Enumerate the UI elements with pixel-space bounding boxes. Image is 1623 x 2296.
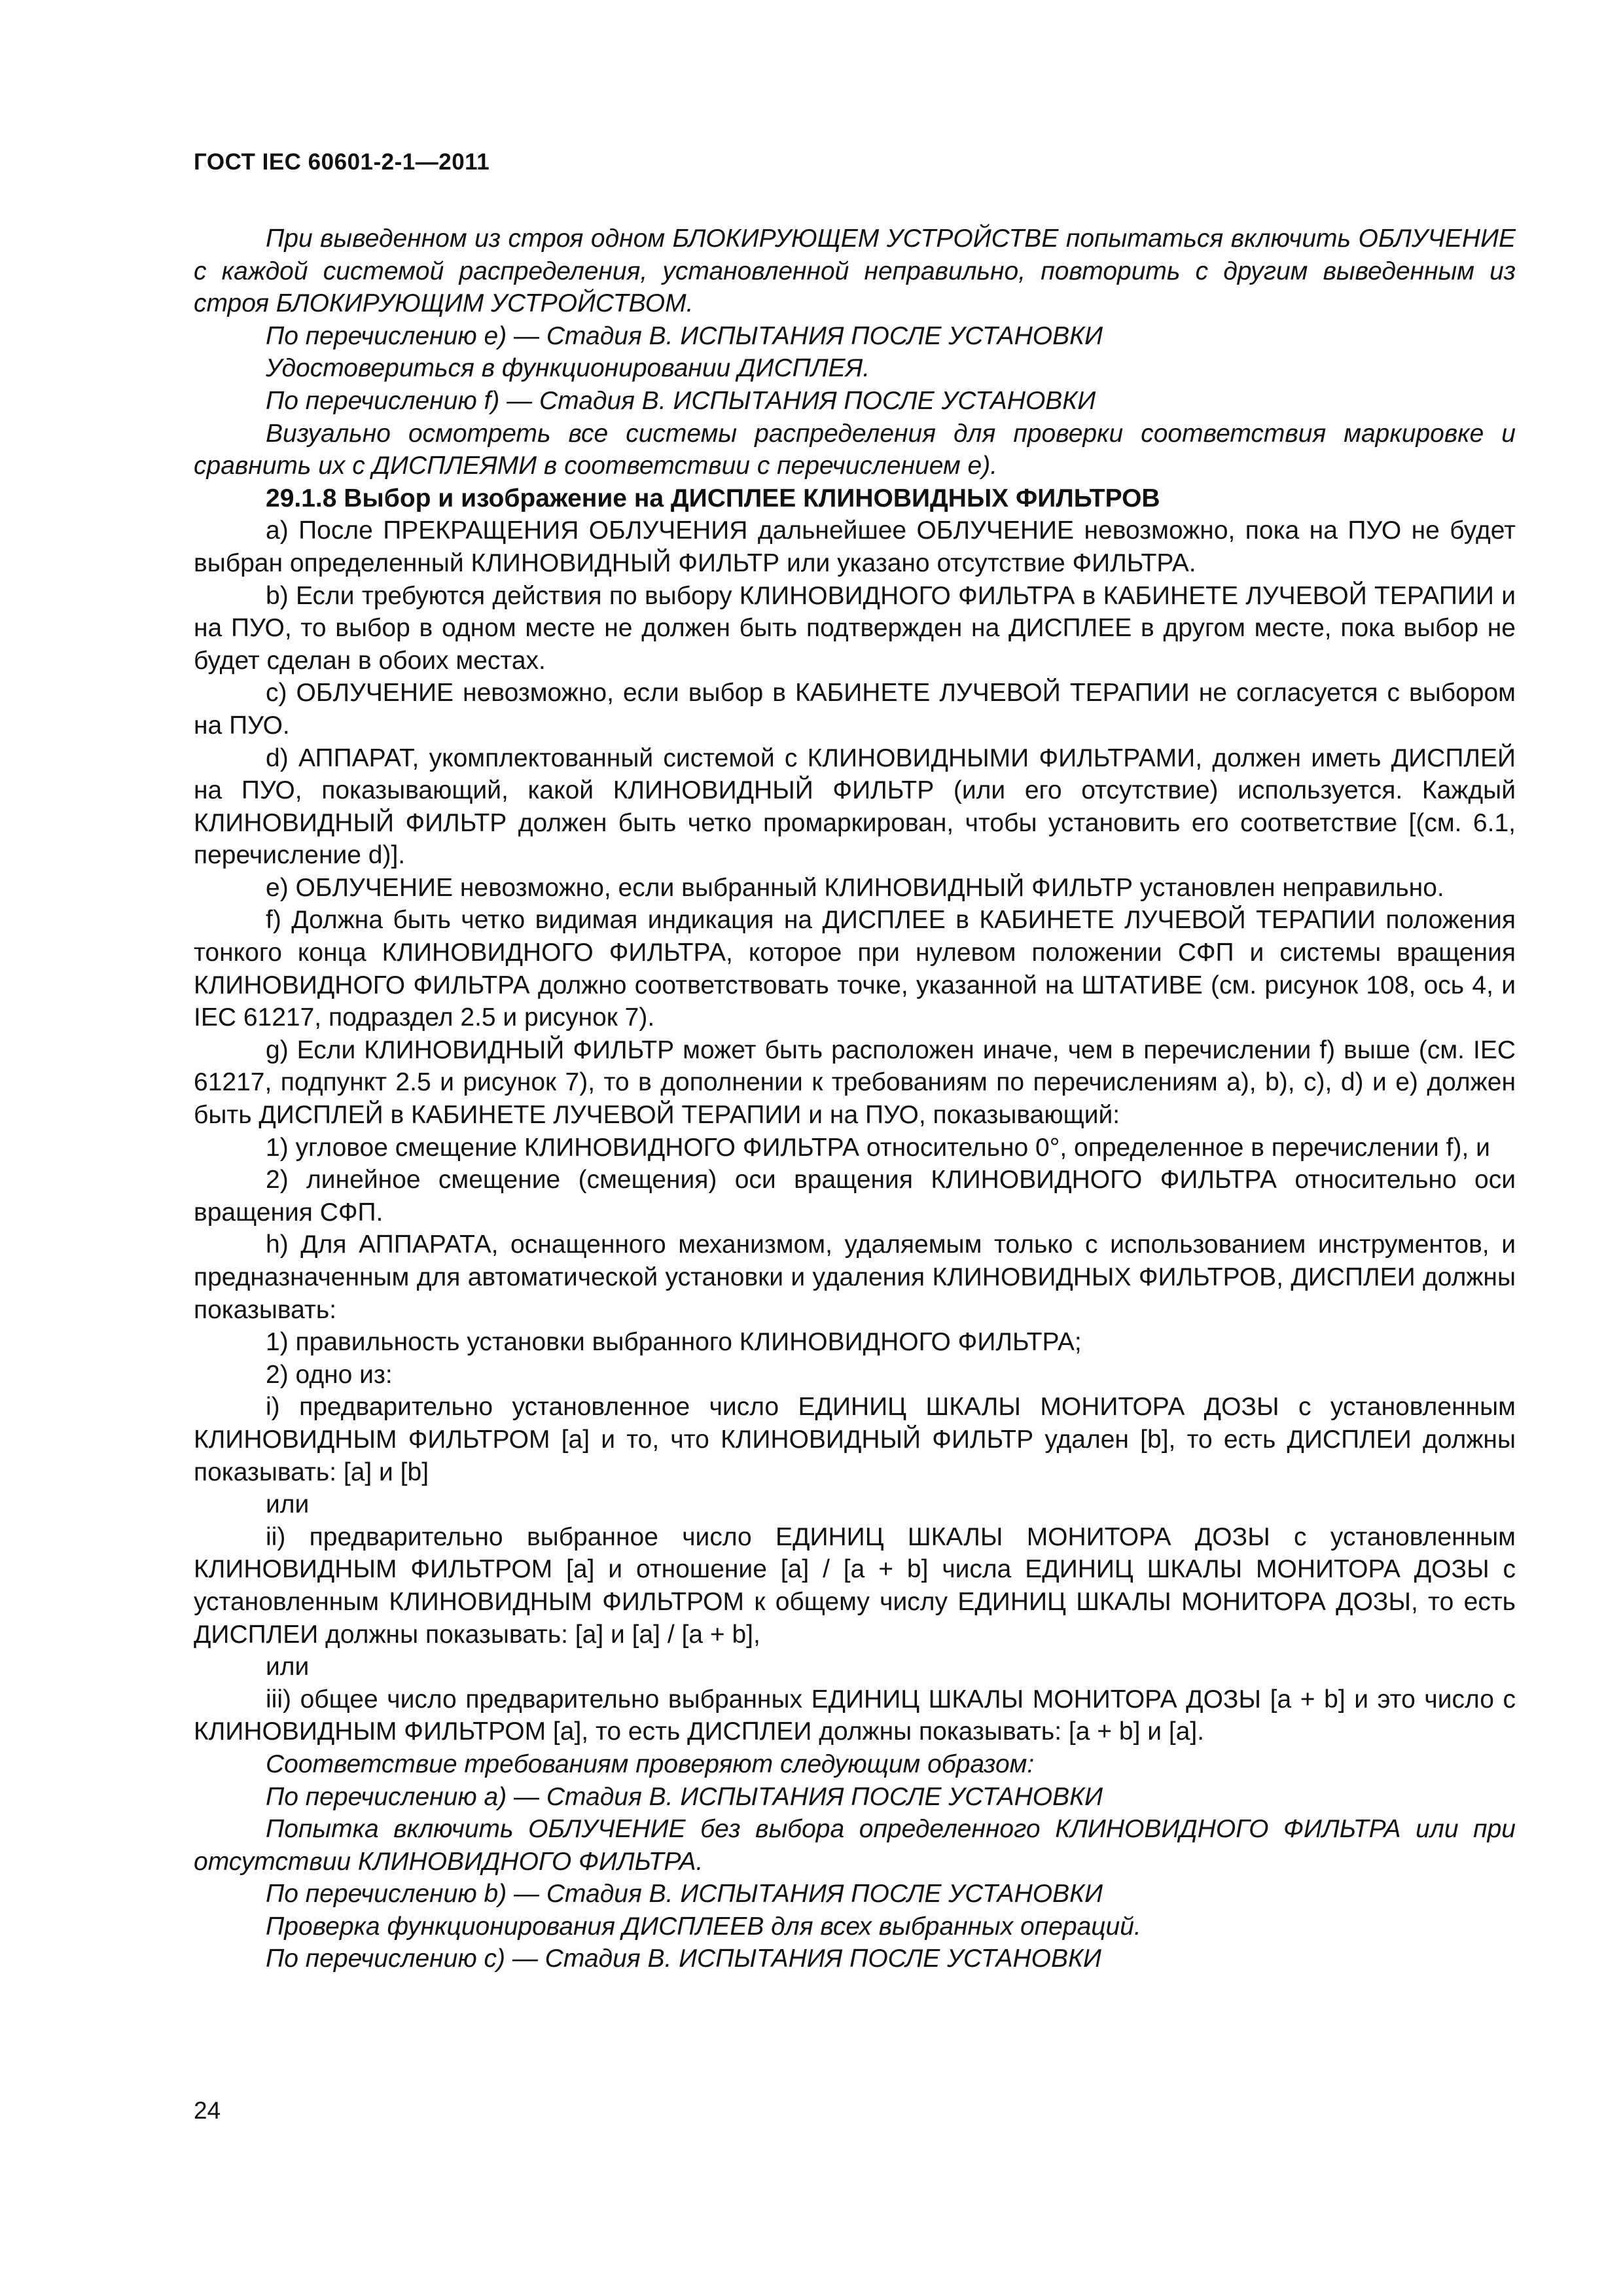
paragraph: По перечислению с) — Стадия В. ИСПЫТАНИЯ ПОСЛЕ УСТАНОВКИ [266, 1945, 1101, 1973]
paragraph: с) ОБЛУЧЕНИЕ невозможно, если выбор в КАБИНЕТЕ ЛУЧЕВОЙ ТЕРАПИИ не согласуется с выбором на ПУО. [194, 679, 1516, 740]
paragraph: 1) угловое смещение КЛИНОВИДНОГО ФИЛЬТРА относительно 0°, определенное в перечислении f), и [266, 1133, 1490, 1162]
paragraph: По перечислению а) — Стадия В. ИСПЫТАНИЯ ПОСЛЕ УСТАНОВКИ [266, 1782, 1103, 1811]
paragraph: По перечислению f) — Стадия В. ИСПЫТАНИЯ ПОСЛЕ УСТАНОВКИ [266, 386, 1096, 415]
paragraph: По перечислению b) — Стадия В. ИСПЫТАНИЯ ПОСЛЕ УСТАНОВКИ [266, 1880, 1103, 1909]
paragraph: h) Для АППАРАТА, оснащенного механизмом, удаляемым только с использованием инструментов, и предназначенным для автоматической установки и удаления КЛИНОВИДНЫХ ФИЛЬТРОВ, ДИСПЛЕИ должны показывать: [194, 1230, 1516, 1324]
section-heading: 29.1.8 Выбор и изображение на ДИСПЛЕЕ КЛИНОВИДНЫХ ФИЛЬТРОВ [266, 484, 1160, 512]
paragraph: 2) одно из: [266, 1360, 393, 1389]
paragraph: g) Если КЛИНОВИДНЫЙ ФИЛЬТР может быть расположен иначе, чем в перечислении f) выше (см. IEC 61217, подпункт 2.5 и рисунок 7), то в дополнении к требованиям по перечислениям а), b), с), d) и е) должен быть ДИСПЛЕЙ в КАБИНЕТЕ ЛУЧЕВОЙ ТЕРАПИИ и на ПУО, показывающий: [194, 1035, 1516, 1130]
paragraph: Соответствие требованиям проверяют следующим образом: [266, 1749, 1035, 1778]
paragraph: или [266, 1490, 310, 1519]
paragraph: d) АППАРАТ, укомплектованный системой с КЛИНОВИДНЫМИ ФИЛЬТРАМИ, должен иметь ДИСПЛЕЙ на ПУО, показывающий, какой КЛИНОВИДНЫЙ ФИЛЬТР (или его отсутствие) используется. Каждый КЛИНОВИДНЫЙ ФИЛЬТР должен быть четко промаркирован, чтобы установить его соответствие [(см. 6.1, перечисление d)]. [194, 744, 1516, 870]
paragraph: 1) правильность установки выбранного КЛИНОВИДНОГО ФИЛЬТРА; [266, 1328, 1082, 1357]
paragraph: b) Если требуются действия по выбору КЛИНОВИДНОГО ФИЛЬТРА в КАБИНЕТЕ ЛУЧЕВОЙ ТЕРАПИИ и на ПУО, то выбор в одном месте не должен быть подтвержден на ДИСПЛЕЕ в другом месте, пока выбор не будет сделан в обоих местах. [194, 581, 1516, 675]
paragraph: Визуально осмотреть все системы распределения для проверки соответствия маркировке и сравнить их с ДИСПЛЕЯМИ в соответствии с перечислением е). [194, 419, 1516, 480]
document-body [194, 223, 1516, 1975]
paragraph: При выведенном из строя одном БЛОКИРУЮЩЕМ УСТРОЙСТВЕ попытаться включить ОБЛУЧЕНИЕ с каждой системой распределения, установленной неправильно, повторить с другим выведенным из строя БЛОКИРУЮЩИМ УСТРОЙСТВОМ. [194, 224, 1516, 318]
paragraph: е) ОБЛУЧЕНИЕ невозможно, если выбранный КЛИНОВИДНЫЙ ФИЛЬТР установлен неправильно. [266, 873, 1444, 902]
paragraph: Удостовериться в функционировании ДИСПЛЕЯ. [266, 354, 870, 383]
paragraph: 2) линейное смещение (смещения) оси вращения КЛИНОВИДНОГО ФИЛЬТРА относительно оси вращения СФП. [194, 1166, 1516, 1227]
paragraph: Попытка включить ОБЛУЧЕНИЕ без выбора определенного КЛИНОВИДНОГО ФИЛЬТРА или при отсутствии КЛИНОВИДНОГО ФИЛЬТРА. [194, 1815, 1516, 1876]
paragraph: iii) общее число предварительно выбранных ЕДИНИЦ ШКАЛЫ МОНИТОРА ДОЗЫ [а + b] и это число с КЛИНОВИДНЫМ ФИЛЬТРОМ [а], то есть ДИСПЛЕИ должны показывать: [а + b] и [а]. [194, 1685, 1516, 1746]
paragraph: По перечислению е) — Стадия В. ИСПЫТАНИЯ ПОСЛЕ УСТАНОВКИ [266, 321, 1103, 350]
paragraph: i) предварительно установленное число ЕДИНИЦ ШКАЛЫ МОНИТОРА ДОЗЫ с установленным КЛИНОВИДНЫМ ФИЛЬТРОМ [а] и то, что КЛИНОВИДНЫЙ ФИЛЬТР удален [b], то есть ДИСПЛЕИ должны показывать: [а] и [b] [194, 1393, 1516, 1486]
paragraph: а) После ПРЕКРАЩЕНИЯ ОБЛУЧЕНИЯ дальнейшее ОБЛУЧЕНИЕ невозможно, пока на ПУО не будет выбран определенный КЛИНОВИДНЫЙ ФИЛЬТР или указано отсутствие ФИЛЬТРА. [194, 516, 1516, 577]
page-number: 24 [194, 2097, 221, 2124]
standard-header: ГОСТ IEC 60601-2-1—2011 [194, 149, 490, 175]
paragraph: или [266, 1653, 310, 1681]
paragraph: f) Должна быть четко видимая индикация на ДИСПЛЕЕ в КАБИНЕТЕ ЛУЧЕВОЙ ТЕРАПИИ положения тонкого конца КЛИНОВИДНОГО ФИЛЬТРА, которое при нулевом положении СФП и системы вращения КЛИНОВИДНОГО ФИЛЬТРА должно соответствовать точке, указанной на ШТАТИВЕ (см. рисунок 108, ось 4, и IEC 61217, подраздел 2.5 и рисунок 7). [194, 906, 1516, 1032]
paragraph: Проверка функционирования ДИСПЛЕЕВ для всех выбранных операций. [266, 1912, 1141, 1941]
paragraph: ii) предварительно выбранное число ЕДИНИЦ ШКАЛЫ МОНИТОРА ДОЗЫ с установленным КЛИНОВИДНЫМ ФИЛЬТРОМ [а] и отношение [а] / [а + b] числа ЕДИНИЦ ШКАЛЫ МОНИТОРА ДОЗЫ с установленным КЛИНОВИДНЫМ ФИЛЬТРОМ к общему числу ЕДИНИЦ ШКАЛЫ МОНИТОРА ДОЗЫ, то есть ДИСПЛЕИ должны показывать: [а] и [а] / [а + b], [194, 1522, 1516, 1649]
